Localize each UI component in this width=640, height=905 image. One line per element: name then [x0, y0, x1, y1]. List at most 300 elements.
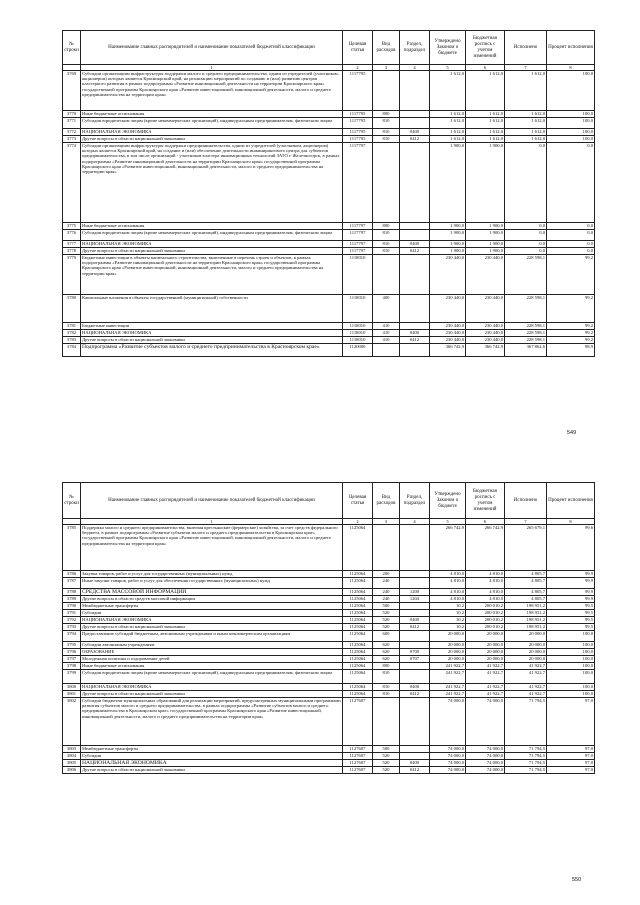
table-row: [63, 111, 595, 118]
row-expense-type: 810: [373, 230, 400, 241]
row-target-article: 1125064: [343, 684, 373, 691]
row-section: [400, 610, 430, 617]
row-number: 3785: [63, 525, 81, 571]
row-percent: 0,0: [547, 241, 595, 248]
row-approved: 10,2: [430, 624, 466, 631]
row-roster: 230 440,0: [466, 255, 505, 295]
row-approved: 4 810,0: [430, 596, 466, 603]
row-roster: 200 010,2: [466, 624, 505, 631]
row-number: 3804: [63, 753, 81, 760]
row-target-article: 1117795: [343, 136, 373, 143]
row-approved: 1 900,0: [430, 248, 466, 255]
row-roster: 1 900,0: [466, 230, 505, 241]
row-section: [400, 295, 430, 323]
row-name: Другие вопросы в области национальной экономики: [81, 691, 343, 698]
row-approved: 74 000,0: [430, 760, 466, 767]
row-executed: 0,0: [505, 230, 547, 241]
row-section: 0700: [400, 649, 430, 656]
row-name: Межбюджетные трансферты: [81, 746, 343, 753]
column-number: 3: [373, 65, 400, 71]
row-expense-type: 200: [373, 571, 400, 578]
row-approved: 10,2: [430, 603, 466, 610]
row-expense-type: 400: [373, 295, 400, 323]
row-name: Иные закупки товаров, работ и услуг для обеспечения государственных (муниципальных) нужд: [81, 578, 343, 589]
row-number: 3790: [63, 603, 81, 610]
row-percent: 97,0: [547, 767, 595, 774]
row-number: 3796: [63, 649, 81, 656]
row-roster: 41 922,7: [466, 663, 505, 670]
row-roster: 20 000,0: [466, 631, 505, 642]
row-percent: 100,0: [547, 684, 595, 691]
row-approved: 4 810,0: [430, 571, 466, 578]
column-number: 1: [81, 65, 343, 71]
row-target-article: 1118010: [343, 323, 373, 330]
row-number: 3802: [63, 698, 81, 746]
row-expense-type: 240: [373, 596, 400, 603]
row-name: Субсидии бюджетам муниципальных образований для реализации мероприятий, предусмотренных муниципальными программами развития субъектов малого и среднего предпринимательства, в рамках подпрограммы «Развитие субъектов малого и среднего предпринимательства в Красноярском крае» государственной программы Красноярского края «Развитие инвестиционной, инновационной деятельности, малого и среднего предпринимательства на территории края»: [81, 698, 343, 746]
row-approved: 10,2: [430, 617, 466, 624]
header-approved: Утверждено Законом о бюджете: [430, 483, 466, 519]
table-row: [63, 230, 595, 241]
row-expense-type: 410: [373, 330, 400, 337]
row-target-article: 1125064: [343, 617, 373, 624]
row-name: Поддержка малого и среднего предпринимательства, включая крестьянские (фермерские) хозяйства, за счет средств федерального бюджета, в рамках подпрограммы «Развитие субъектов малого и среднего предпринимательства в Красноярском крае» государственной программы Красноярского края «Развитие инвестиционной, инновационной деятельности, малого и среднего предпринимательства на территории края»: [81, 525, 343, 571]
row-expense-type: [373, 525, 400, 571]
row-executed: 1 612,0: [505, 136, 547, 143]
row-target-article: 1125064: [343, 603, 373, 610]
table-row: [63, 642, 595, 649]
row-target-article: 1125064: [343, 649, 373, 656]
row-section: 0400: [400, 684, 430, 691]
row-target-article: 1125064: [343, 642, 373, 649]
row-number: 3771: [63, 118, 81, 129]
row-approved: 74 000,0: [430, 767, 466, 774]
row-number: 3772: [63, 129, 81, 136]
row-target-article: 1125064: [343, 631, 373, 642]
header-expense-type: Вид расходов: [373, 31, 400, 65]
table-row: [63, 691, 595, 698]
row-roster: 1 900,0: [466, 143, 505, 223]
header-percent: Процент исполнения: [547, 483, 595, 519]
row-number: 3781: [63, 323, 81, 330]
table-row: [63, 649, 595, 656]
row-expense-type: 500: [373, 746, 400, 753]
row-section: [400, 111, 430, 118]
row-expense-type: 810: [373, 684, 400, 691]
row-executed: 41 922,7: [505, 670, 547, 684]
budget-page-2: [62, 482, 594, 774]
row-executed: 1 612,0: [505, 118, 547, 129]
row-section: [400, 525, 430, 571]
row-target-article: 1125064: [343, 663, 373, 670]
row-section: [400, 746, 430, 753]
row-approved: 20 000,0: [430, 631, 466, 642]
row-expense-type: 810: [373, 136, 400, 143]
row-target-article: 1118010: [343, 330, 373, 337]
table-row: [63, 129, 595, 136]
row-name: Другие вопросы в области национальной экономики: [81, 337, 343, 344]
row-number: 3801: [63, 691, 81, 698]
table-row: [63, 753, 595, 760]
row-number: 3774: [63, 143, 81, 223]
header-expense-type: Вид расходов: [373, 483, 400, 519]
row-roster: 4 810,0: [466, 578, 505, 589]
row-percent: 99,6: [547, 525, 595, 571]
table-row: [63, 631, 595, 642]
row-executed: 71 794,5: [505, 698, 547, 746]
row-target-article: 1125064: [343, 691, 373, 698]
row-expense-type: 520: [373, 753, 400, 760]
row-approved: 241 922,7: [430, 691, 466, 698]
row-target-article: 1117795: [343, 129, 373, 136]
row-target-article: 1125064: [343, 589, 373, 596]
row-number: 3806: [63, 767, 81, 774]
row-approved: 1 612,0: [430, 111, 466, 118]
row-target-article: 1125064: [343, 656, 373, 663]
header-target-article: Целевая статья: [343, 483, 373, 519]
row-name: Иные бюджетные ассигнования: [81, 663, 343, 670]
table-row: [63, 603, 595, 610]
row-section: 0412: [400, 767, 430, 774]
row-approved: 241 922,7: [430, 670, 466, 684]
row-executed: 20 000,0: [505, 649, 547, 656]
row-executed: 198 951,2: [505, 610, 547, 617]
row-percent: 99,2: [547, 330, 595, 337]
row-executed: 20 000,0: [505, 642, 547, 649]
row-section: 0412: [400, 248, 430, 255]
column-number: 2: [343, 519, 373, 525]
row-section: [400, 71, 430, 111]
row-section: [400, 698, 430, 746]
row-percent: 100,0: [547, 111, 595, 118]
row-roster: 1 900,0: [466, 223, 505, 230]
row-roster: 74 000,0: [466, 698, 505, 746]
row-target-article: 1125064: [343, 610, 373, 617]
header-percent: Процент исполнения: [547, 31, 595, 65]
row-target-article: 1118010: [343, 255, 373, 295]
row-expense-type: [373, 344, 400, 357]
row-name: Субсидии организациям инфраструктуры поддержки предпринимательства, одним из учредителей (участником, акционером) которых является Красноярский край, на создание и (или) обеспечение деятельности инжинирингового центра для субъектов предпринимательства, в том числе организаций - участников кластера инновационных технологий ЗАТО г. Железногорск, в рамках подпрограммы «Развитие инновационной деятельности на территории Красноярского края» государственной программы Красноярского края «Развитие инвестиционной, инновационной деятельности, малого и среднего предпринимательства на территории края»: [81, 143, 343, 223]
row-roster: 1 612,0: [466, 111, 505, 118]
row-percent: 99,2: [547, 295, 595, 323]
row-name: Подпрограмма «Развитие субъектов малого и среднего предпринимательства в Красноярском крае»: [81, 344, 343, 357]
row-percent: 97,0: [547, 753, 595, 760]
row-executed: 228 598,1: [505, 255, 547, 295]
row-expense-type: [373, 698, 400, 746]
header-executed: Исполнено: [505, 483, 547, 519]
row-number: 3779: [63, 255, 81, 295]
row-name: Бюджетные инвестиции: [81, 323, 343, 330]
row-section: 0412: [400, 337, 430, 344]
row-expense-type: [373, 71, 400, 111]
row-approved: 241 922,7: [430, 684, 466, 691]
row-roster: 200 010,2: [466, 617, 505, 624]
row-number: 3797: [63, 656, 81, 663]
row-target-article: 1117795: [343, 118, 373, 129]
budget-table-page-2: [62, 482, 595, 774]
row-number: 3792: [63, 617, 81, 624]
row-target-article: 1118010: [343, 337, 373, 344]
row-executed: 71 794,5: [505, 753, 547, 760]
row-section: [400, 670, 430, 684]
table-row: [63, 323, 595, 330]
row-section: [400, 323, 430, 330]
row-executed: 71 794,5: [505, 746, 547, 753]
table-row: [63, 760, 595, 767]
row-name: Другие вопросы в области национальной экономики: [81, 136, 343, 143]
row-number: 3800: [63, 684, 81, 691]
row-name: Субсидии организациям инфраструктуры поддержки малого и среднего предпринимательства, одним из учредителей (участником, акционером) которых является Красноярский край, на реализацию мероприятий по созданию и (или) развитию центров кластерного развития в рамках подпрограммы «Развитие инновационной деятельности на территории Красноярского края» государственной программы Красноярского края «Развитие инвестиционной, инновационной деятельности, малого и среднего предпринимательства на территории края»: [81, 71, 343, 111]
row-roster: 41 922,7: [466, 684, 505, 691]
row-number: 3776: [63, 230, 81, 241]
row-section: 0412: [400, 136, 430, 143]
column-number: 6: [466, 519, 505, 525]
row-roster: 20 000,0: [466, 642, 505, 649]
row-roster: 1 612,0: [466, 118, 505, 129]
row-expense-type: 800: [373, 663, 400, 670]
row-approved: 1 612,0: [430, 71, 466, 111]
row-section: 0412: [400, 624, 430, 631]
row-executed: 4 805,7: [505, 571, 547, 578]
header-row-number: № строки: [63, 31, 81, 65]
row-roster: 366 742,9: [466, 344, 505, 357]
row-target-article: 1125064: [343, 578, 373, 589]
row-percent: 99,9: [547, 596, 595, 603]
row-percent: 99,5: [547, 617, 595, 624]
column-number: 7: [505, 519, 547, 525]
row-roster: 4 810,0: [466, 589, 505, 596]
row-roster: 230 440,0: [466, 323, 505, 330]
header-name: Наименование главных распорядителей и наименование показателей бюджетной классификации: [81, 31, 343, 65]
row-roster: 4 810,0: [466, 571, 505, 578]
header-section: Раздел, подраздел: [400, 483, 430, 519]
row-number: 3773: [63, 136, 81, 143]
row-number: 3778: [63, 248, 81, 255]
row-target-article: 1127607: [343, 753, 373, 760]
table-row: [63, 617, 595, 624]
row-expense-type: 520: [373, 767, 400, 774]
row-percent: 100,0: [547, 642, 595, 649]
row-name: Другие вопросы в области средств массовой информации: [81, 596, 343, 603]
row-approved: 230 440,0: [430, 295, 466, 323]
row-executed: 228 598,1: [505, 295, 547, 323]
row-section: [400, 753, 430, 760]
table-row: [63, 295, 595, 323]
row-expense-type: 810: [373, 670, 400, 684]
row-executed: 20 000,0: [505, 656, 547, 663]
row-name: Бюджетные инвестиции в объекты капитального строительства, включенные в перечень строек и объектов, в рамках подпрограммы «Развитие инновационной деятельности на территории Красноярского края» государственной программы Красноярского края «Развитие инвестиционной, инновационной деятельности, малого и среднего предпринимательства на территории края»: [81, 255, 343, 295]
row-number: 3777: [63, 241, 81, 248]
row-target-article: 1117797: [343, 248, 373, 255]
row-executed: 198 951,2: [505, 617, 547, 624]
row-executed: 265 679,1: [505, 525, 547, 571]
row-percent: 97,0: [547, 746, 595, 753]
row-roster: 74 000,0: [466, 767, 505, 774]
column-number: 8: [547, 65, 595, 71]
row-approved: 20 000,0: [430, 649, 466, 656]
table-row: [63, 136, 595, 143]
row-section: 0412: [400, 691, 430, 698]
row-roster: 230 440,0: [466, 295, 505, 323]
header-roster: Бюджетная роспись с учетом изменений: [466, 31, 505, 65]
row-roster: 1 900,0: [466, 248, 505, 255]
row-percent: 100,0: [547, 118, 595, 129]
row-executed: 367 862,6: [505, 344, 547, 357]
row-number: 3784: [63, 344, 81, 357]
row-executed: 71 794,5: [505, 760, 547, 767]
row-executed: 0,0: [505, 143, 547, 223]
row-name: Другие вопросы в области национальной экономики: [81, 248, 343, 255]
row-expense-type: 620: [373, 649, 400, 656]
column-number: 1: [81, 519, 343, 525]
row-target-article: 1125064: [343, 596, 373, 603]
table-row: [63, 656, 595, 663]
row-roster: 230 440,0: [466, 337, 505, 344]
row-expense-type: 810: [373, 691, 400, 698]
row-approved: 230 440,0: [430, 337, 466, 344]
row-executed: 198 951,2: [505, 603, 547, 610]
row-percent: 99,9: [547, 578, 595, 589]
table-row: [63, 698, 595, 746]
row-section: [400, 143, 430, 223]
row-section: 0400: [400, 129, 430, 136]
row-roster: 74 000,0: [466, 746, 505, 753]
table-row: [63, 746, 595, 753]
row-expense-type: 810: [373, 248, 400, 255]
row-executed: 71 794,5: [505, 767, 547, 774]
table-row: [63, 337, 595, 344]
row-number: 3793: [63, 624, 81, 631]
row-executed: 1 612,0: [505, 129, 547, 136]
row-roster: 1 612,0: [466, 129, 505, 136]
row-number: 3775: [63, 223, 81, 230]
row-target-article: 1127607: [343, 698, 373, 746]
row-expense-type: 620: [373, 642, 400, 649]
row-number: 3795: [63, 642, 81, 649]
row-percent: 100,0: [547, 656, 595, 663]
row-percent: 98,9: [547, 344, 595, 357]
row-roster: 74 000,0: [466, 760, 505, 767]
table-row: [63, 670, 595, 684]
column-number: 5: [430, 519, 466, 525]
row-approved: 4 810,0: [430, 589, 466, 596]
table-row: [63, 71, 595, 111]
row-roster: 1 612,0: [466, 136, 505, 143]
row-expense-type: 410: [373, 337, 400, 344]
row-executed: 1 612,0: [505, 71, 547, 111]
budget-table-page-1: [62, 30, 595, 357]
row-target-article: 1117797: [343, 143, 373, 223]
row-percent: 100,0: [547, 670, 595, 684]
row-approved: 1 900,0: [430, 230, 466, 241]
row-approved: 230 440,0: [430, 330, 466, 337]
header-executed: Исполнено: [505, 31, 547, 65]
table-row: [63, 525, 595, 571]
table-row: [63, 624, 595, 631]
row-name: Субсидии юридическим лицам (кроме некоммерческих организаций), индивидуальным предпринимателям, физическим лицам: [81, 670, 343, 684]
header-section: Раздел, подраздел: [400, 31, 430, 65]
page-number: 549: [567, 430, 577, 436]
row-percent: 100,0: [547, 71, 595, 111]
table-row: [63, 663, 595, 670]
header-target-article: Целевая статья: [343, 31, 373, 65]
row-roster: 41 922,7: [466, 670, 505, 684]
row-number: 3799: [63, 670, 81, 684]
row-section: [400, 571, 430, 578]
row-section: [400, 223, 430, 230]
row-percent: 99,2: [547, 255, 595, 295]
row-target-article: 1117795: [343, 71, 373, 111]
row-name: Межбюджетные трансферты: [81, 603, 343, 610]
row-executed: 4 805,7: [505, 596, 547, 603]
row-executed: 1 612,0: [505, 111, 547, 118]
row-target-article: 1117797: [343, 223, 373, 230]
row-name: Закупка товаров, работ и услуг для государственных (муниципальных) нужд: [81, 571, 343, 578]
row-executed: 41 922,7: [505, 663, 547, 670]
row-roster: 1 612,0: [466, 71, 505, 111]
row-target-article: 1125064: [343, 624, 373, 631]
row-roster: 266 742,9: [466, 525, 505, 571]
table-row: [63, 143, 595, 223]
row-approved: 1 612,0: [430, 118, 466, 129]
row-percent: 99,2: [547, 337, 595, 344]
table-row: [63, 610, 595, 617]
row-name: НАЦИОНАЛЬНАЯ ЭКОНОМИКА: [81, 330, 343, 337]
row-expense-type: 810: [373, 118, 400, 129]
row-expense-type: 810: [373, 241, 400, 248]
row-approved: 230 440,0: [430, 323, 466, 330]
row-number: 3783: [63, 337, 81, 344]
row-name: Другие вопросы в области национальной экономики: [81, 767, 343, 774]
row-name: Субсидии: [81, 610, 343, 617]
row-executed: 0,0: [505, 241, 547, 248]
table-row: [63, 241, 595, 248]
row-percent: 0,0: [547, 223, 595, 230]
row-target-article: 1127607: [343, 767, 373, 774]
row-percent: 0,0: [547, 143, 595, 223]
row-executed: 41 922,7: [505, 684, 547, 691]
row-approved: 1 612,0: [430, 129, 466, 136]
table-row: [63, 578, 595, 589]
table-row: [63, 255, 595, 295]
table-row: [63, 118, 595, 129]
row-section: [400, 603, 430, 610]
row-roster: 4 810,0: [466, 596, 505, 603]
header-name: Наименование главных распорядителей и наименование показателей бюджетной классификации: [81, 483, 343, 519]
row-number: 3782: [63, 330, 81, 337]
row-approved: 366 742,9: [430, 344, 466, 357]
row-expense-type: 800: [373, 223, 400, 230]
row-number: 3805: [63, 760, 81, 767]
row-number: 3794: [63, 631, 81, 642]
row-approved: 1 900,0: [430, 241, 466, 248]
table-row: [63, 589, 595, 596]
row-percent: 100,0: [547, 631, 595, 642]
table-row: [63, 596, 595, 603]
header-row-number: № строки: [63, 483, 81, 519]
row-target-article: 1127607: [343, 760, 373, 767]
row-name: НАЦИОНАЛЬНАЯ ЭКОНОМИКА: [81, 241, 343, 248]
row-percent: 100,0: [547, 691, 595, 698]
row-target-article: 1127607: [343, 746, 373, 753]
row-approved: 266 742,9: [430, 525, 466, 571]
row-percent: 99,5: [547, 610, 595, 617]
row-section: 0400: [400, 241, 430, 248]
row-approved: 74 000,0: [430, 698, 466, 746]
row-percent: 99,2: [547, 323, 595, 330]
row-executed: 228 598,1: [505, 323, 547, 330]
row-section: 1200: [400, 589, 430, 596]
